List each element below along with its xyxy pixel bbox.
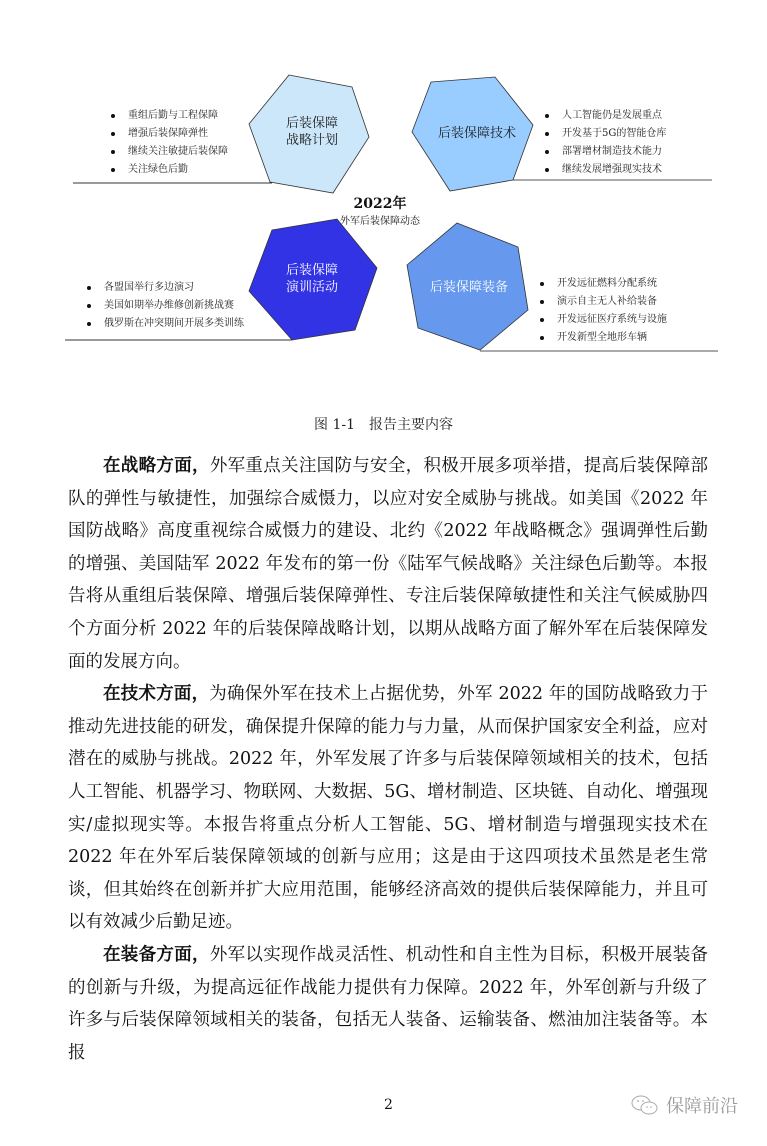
- hexagon-label-equipment: [414, 279, 524, 296]
- hexagon-label-technology: [422, 125, 532, 142]
- figure-title: 报告主要内容: [369, 417, 453, 433]
- hexagon-label-line: 后装保障技术: [437, 126, 516, 141]
- bullet-item: 人工智能仍是发展重点: [542, 107, 666, 125]
- page-number: 2: [384, 1097, 393, 1113]
- bullet-item: 俄罗斯在冲突期间开展多类训练: [84, 315, 244, 333]
- bullet-list-technology: [542, 107, 666, 179]
- bullet-item: 各盟国举行多边演习: [84, 279, 244, 297]
- bullet-item: 开发远征医疗系统与设施: [537, 311, 667, 329]
- bullet-list-equipment: [537, 275, 667, 347]
- figure-center-year: 2022年: [353, 196, 407, 212]
- hexagon-label-training: [262, 262, 362, 296]
- hexagon-label-line: 后装保障装备: [429, 280, 508, 295]
- report-content-figure: [0, 0, 767, 400]
- figure-caption: [0, 414, 767, 434]
- figure-number: 图 1-1: [314, 417, 355, 433]
- bullet-list-training: [84, 279, 244, 333]
- watermark-text: 保障前沿: [666, 1096, 738, 1117]
- hexagon-label-line: 演训活动: [285, 280, 338, 295]
- paragraph-text: 外军重点关注国防与安全，积极开展多项举措，提高后装保障部队的弹性与敏捷性，加强综合威慑力，以应对安全威胁与挑战。如美国《2022 年国防战略》高度重视综合威慑力的建设、北约《2022 年战略概念》强调弹性后勤的增强、美国陆军 2022 年发布的第一份《陆军气候战略》关注绿色后勤等。本报告将从重组后装保障、增强后装保障弹性、专注后装保障敏捷性和关注气候威胁四个方面分析 2022 年的后装保障战略计划，以期从战略方面了解外军在后装保障发面的发展方向。: [68, 456, 709, 672]
- hexagon-label-strategy: [262, 115, 362, 149]
- figure-center-subtitle: 外军后装保障动态: [340, 216, 420, 227]
- bullet-item: 开发新型全地形车辆: [537, 329, 667, 347]
- bullet-item: 继续关注敏捷后装保障: [108, 143, 228, 161]
- bullet-item: 开发基于5G的智能仓库: [542, 125, 666, 143]
- bullet-item: 美国如期举办维修创新挑战赛: [84, 297, 244, 315]
- wechat-icon: [630, 1094, 660, 1116]
- paragraph-lead: 在装备方面，: [103, 944, 210, 965]
- bullet-item: 继续发展增强现实技术: [542, 161, 666, 179]
- hexagon-label-line: 后装保障: [285, 263, 338, 278]
- paragraph-technology: [68, 678, 708, 939]
- hexagon-label-line: 后装保障: [285, 116, 338, 131]
- paragraph-equipment: [68, 939, 708, 1069]
- paragraph-lead: 在战略方面，: [103, 456, 210, 476]
- paragraph-text: 为确保外军在技术上占据优势，外军 2022 年的国防战略致力于推动先进技能的研发，确保提升保障的能力与力量，从而保护国家安全利益，应对潜在的威胁与挑战。2022 年，外军发展了许多与后装保障领域相关的技术，包括人工智能、机器学习、物联网、大数据、5G、增材制造、区块链、自动化、增强现实/虚拟现实等。本报告将重点分析人工智能、5G、增材制造与增强现实技术在 2022 年在外军后装保障领域的创新与应用；这是由于这四项技术虽然是老生常谈，但其始终在创新并扩大应用范围，能够经济高效的提供后装保障能力，并且可以有效减少后勤足迹。: [68, 684, 708, 933]
- hexagon-label-line: 战略计划: [285, 133, 338, 148]
- bullet-item: 关注绿色后勤: [108, 161, 228, 179]
- bullet-item: 增强后装保障弹性: [108, 125, 228, 143]
- bullet-list-strategy: [108, 107, 228, 179]
- bullet-item: 重组后勤与工程保障: [108, 107, 228, 125]
- body-text: [68, 450, 708, 1069]
- bullet-item: 演示自主无人补给装备: [537, 293, 667, 311]
- paragraph-strategy: [68, 450, 708, 678]
- bullet-item: 开发远征燃料分配系统: [537, 275, 667, 293]
- paragraph-text: 外军以实现作战灵活性、机动性和自主性为目标，积极开展装备的创新与升级，为提高远征作战能力提供有力保障。2022 年，外军创新与升级了许多与后装保障领域相关的装备，包括无人装备、运输装备、燃油加注装备等。本报: [68, 944, 709, 1063]
- bullet-item: 部署增材制造技术能力: [542, 143, 666, 161]
- watermark: [630, 1092, 738, 1118]
- paragraph-lead: 在技术方面，: [103, 684, 210, 705]
